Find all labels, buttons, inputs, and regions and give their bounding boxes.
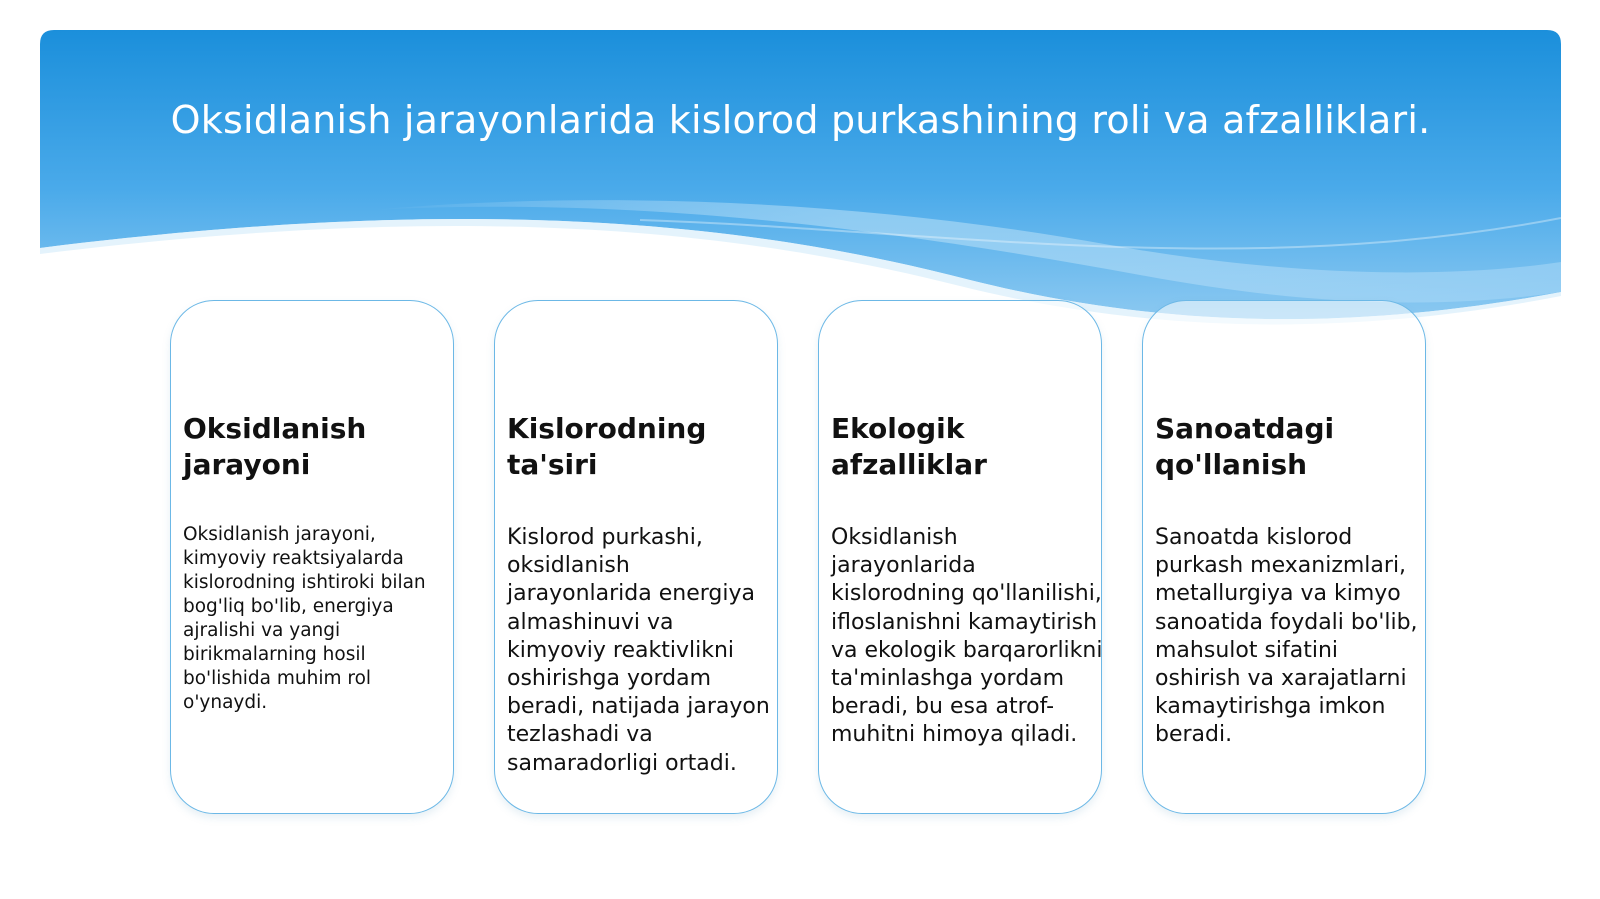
slide-title: Oksidlanish jarayonlarida kislorod purkashining roli va afzalliklari. <box>170 98 1431 142</box>
card-oksidlanish-jarayoni <box>170 300 454 814</box>
card-body: Kislorod purkashi, oksidlanish jarayonlarida energiya almashinuvi va kimyoviy reaktivlikni oshirishga yordam beradi, natijada jarayon tezlashadi va samaradorligi ortadi. <box>507 525 770 776</box>
card-heading: Oksidlanish jarayoni <box>183 412 367 481</box>
card-kislorodning-tasiri <box>494 300 778 814</box>
card-body: Oksidlanish jarayoni, kimyoviy reaktsiyalarda kislorodning ishtiroki bilan bog'liq bo'lib, energiya ajralishi va yangi birikmalarning hosil bo'lishida muhim rol o'ynaydi. <box>183 524 426 713</box>
card-heading: Kislorodning ta'siri <box>507 412 707 481</box>
card-body: Sanoatda kislorod purkash mexanizmlari, metallurgiya va kimyo sanoatida foydali bo'lib, mahsulot sifatini oshirish va xarajatlarni kamaytirishga imkon beradi. <box>1155 525 1418 748</box>
card-ekologik-afzalliklar <box>818 300 1102 814</box>
header-wave-band <box>40 30 1561 340</box>
card-heading: Ekologik afzalliklar <box>831 412 987 481</box>
card-sanoatdagi-qollanish <box>1142 300 1426 814</box>
card-heading: Sanoatdagi qo'llanish <box>1155 412 1335 481</box>
card-body: Oksidlanish jarayonlarida kislorodning qo'llanilishi, ifloslanishni kamaytirish va ekologik barqarorlikni ta'minlashga yordam beradi, bu esa atrof-muhitni himoya qiladi. <box>831 525 1103 748</box>
